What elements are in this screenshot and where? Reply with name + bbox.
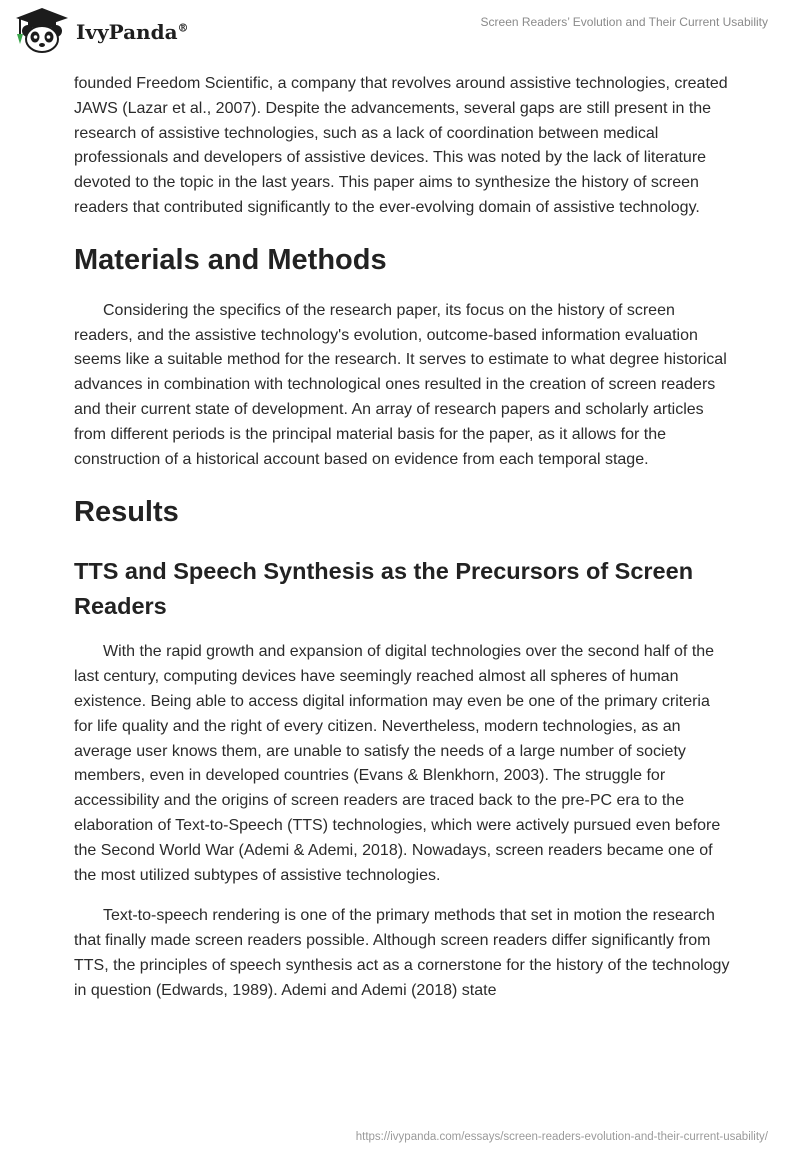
- document-title: Screen Readers’ Evolution and Their Current Usability: [480, 15, 768, 29]
- logo-text: IvyPanda®: [76, 20, 189, 44]
- intro-paragraph: founded Freedom Scientific, a company that revolves around assistive technologies, created JAWS (Lazar et al., 2007). Despite the advancements, several gaps are still present in the research of assistive technologies, such as a lack of coordination between medical professionals and developers of assistive devices. This was noted by the lack of literature devoted to the topic in the last years. This paper aims to synthesize the history of screen readers that contributed significantly to the ever-evolving domain of assistive technology.: [74, 75, 728, 216]
- ivypanda-logo[interactable]: [14, 6, 189, 54]
- panda-graduate-icon: [14, 6, 70, 54]
- subheading-tts-speech-synthesis: TTS and Speech Synthesis as the Precursors of Screen Readers: [74, 558, 694, 620]
- source-url[interactable]: https://ivypanda.com/essays/screen-readers-evolution-and-their-current-usability/: [355, 1131, 768, 1143]
- page-header: [0, 0, 800, 70]
- results-paragraph-1: With the rapid growth and expansion of digital technologies over the second half of the last century, computing devices have seemingly reached almost all spheres of human existence. Being able to access digital information may even be one of the primary criteria for life quality and the right of every citizen. Nevertheless, modern technologies, as an average user knows them, are unable to satisfy the needs of a large number of society members, even in developed countries (Evans & Blenkhorn, 2003). The struggle for accessibility and the origins of screen readers are traced back to the pre-PC era to the elaboration of Text-to-Speech (TTS) technologies, which were actively pursued even before the Second World War (Ademi & Ademi, 2018). Nowadays, screen readers became one of the most utilized subtypes of assistive technologies.: [74, 643, 721, 884]
- results-paragraph-2: Text-to-speech rendering is one of the primary methods that set in motion the research that finally made screen readers possible. Although screen readers differ significantly from TTS, the principles of speech synthesis act as a cornerstone for the history of the technology in question (Edwards, 1989). Ademi and Ademi (2018) state: [74, 907, 730, 999]
- methods-paragraph: Considering the specifics of the research paper, its focus on the history of screen readers, and the assistive technology's evolution, outcome-based information evaluation seems like a suitable method for the research. It serves to estimate to what degree historical advances in combination with technological ones resulted in the creation of screen readers and their current state of development. An array of research papers and scholarly articles from different periods is the principal material basis for the paper, as it allows for the construction of a historical account based on evidence from each temporal stage.: [74, 301, 727, 468]
- essay-content: [74, 70, 730, 1004]
- heading-results: Results: [74, 496, 179, 529]
- heading-materials-and-methods: Materials and Methods: [74, 243, 387, 276]
